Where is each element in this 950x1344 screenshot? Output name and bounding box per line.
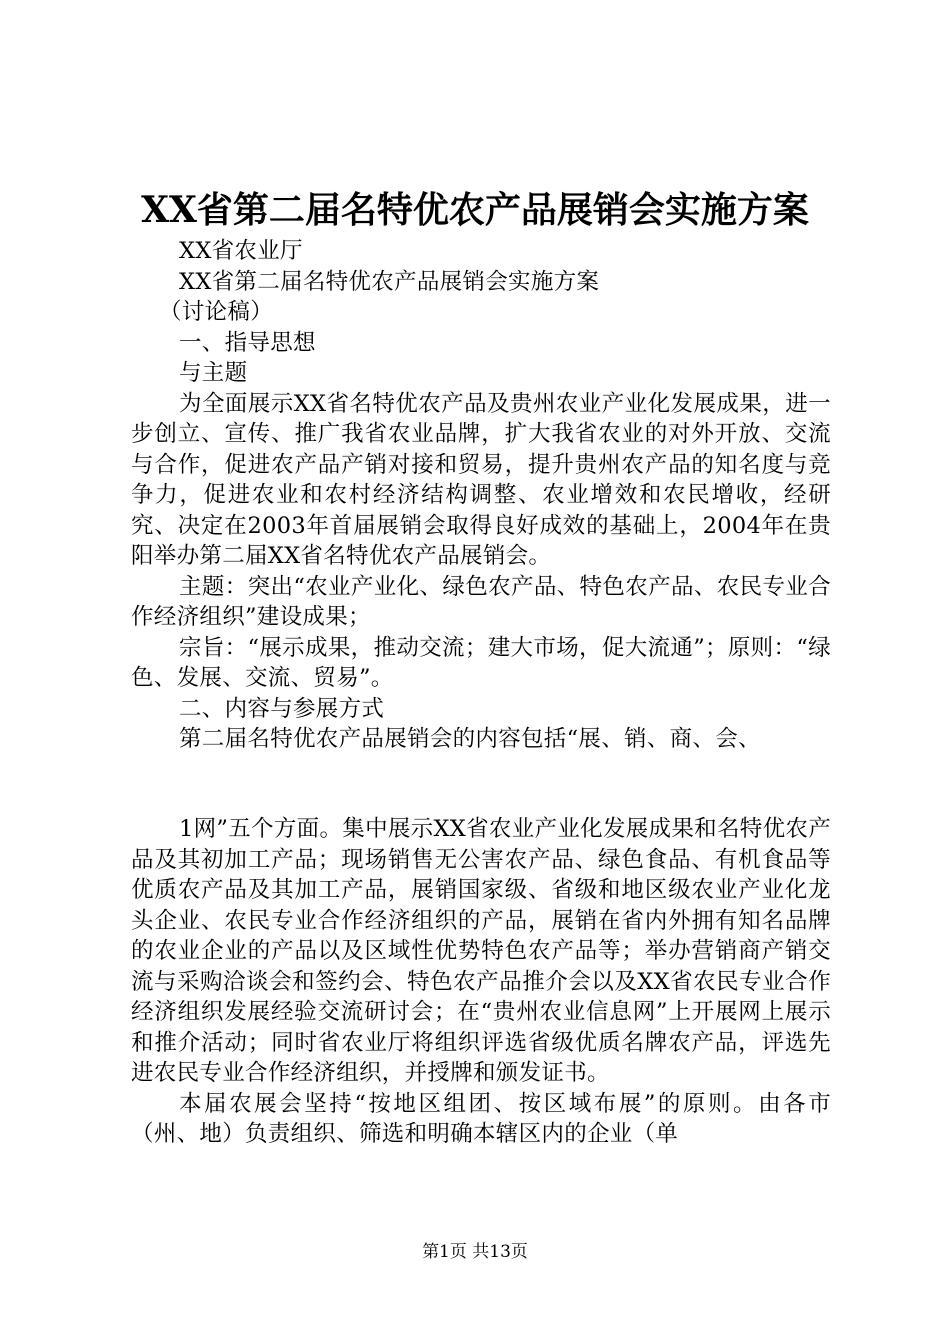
section-heading-1: 一、指导思想	[179, 329, 316, 356]
section-heading-1-cont: 与主题	[179, 360, 248, 386]
paragraph-purpose: 为全面展示XX省名特优农产品及贵州农业产业化发展成果，进一步创立、宣传、推广我省农业品牌，扩大我省农业的对外开放、交流与合作，促进农产品产销对接和贸易，提升贵州农产品的知名度与竞争力，促进农业和农村经济结构调整、农业增效和农民增收，经研究、决定在2003年首届展销会取得良好成效的基础上，2004年在贵阳举办第二届XX省名特优农产品展销会。	[131, 390, 831, 569]
page-footer: 第1页 共13页	[422, 1242, 528, 1262]
paragraph-theme: 主题：突出“农业产业化、绿色农产品、特色农产品、农民专业合作经济组织”建设成果；	[131, 573, 831, 630]
body-block-1	[131, 236, 831, 755]
body-block-2	[131, 814, 831, 1150]
paragraph-exhibition-principle: 本届农展会坚持“按地区组团、按区域布展”的原则。由各市（州、地）负责组织、筛选和明确本辖区内的企业（单	[131, 1090, 831, 1147]
subtitle-line: XX省第二届名特优农产品展销会实施方案	[179, 268, 600, 295]
section-heading-2: 二、内容与参展方式	[179, 695, 385, 722]
paragraph-tenet: 宗旨：“展示成果，推动交流；建大市场，促大流通”；原则：“绿色、发展、交流、贸易”。	[131, 634, 831, 691]
paragraph-content-start: 第二届名特优农产品展销会的内容包括“展、销、商、会、	[179, 726, 761, 752]
issuer-line: XX省农业厅	[179, 238, 303, 264]
draft-note: （讨论稿）	[159, 299, 274, 325]
paragraph-content-cont: 1网”五个方面。集中展示XX省农业产业化发展成果和名特优农产品及其初加工产品；现场销售无公害农产品、绿色食品、有机食品等优质农产品及其加工产品，展销国家级、省级和地区级农业产业化龙头企业、农民专业合作经济组织的产品，展销在省内外拥有知名品牌的农业企业的产品以及区域性优势特色农产品等；举办营销商产销交流与采购洽谈会和签约会、特色农产品推介会以及XX省农民专业合作经济组织发展经验交流研讨会；在“贵州农业信息网”上开展网上展示和推介活动；同时省农业厅将组织评选省级优质名牌农产品，评选先进农民专业合作经济组织，并授牌和颁发证书。	[131, 816, 831, 1086]
document-title: XX省第二届名特优农产品展销会实施方案	[141, 189, 809, 231]
